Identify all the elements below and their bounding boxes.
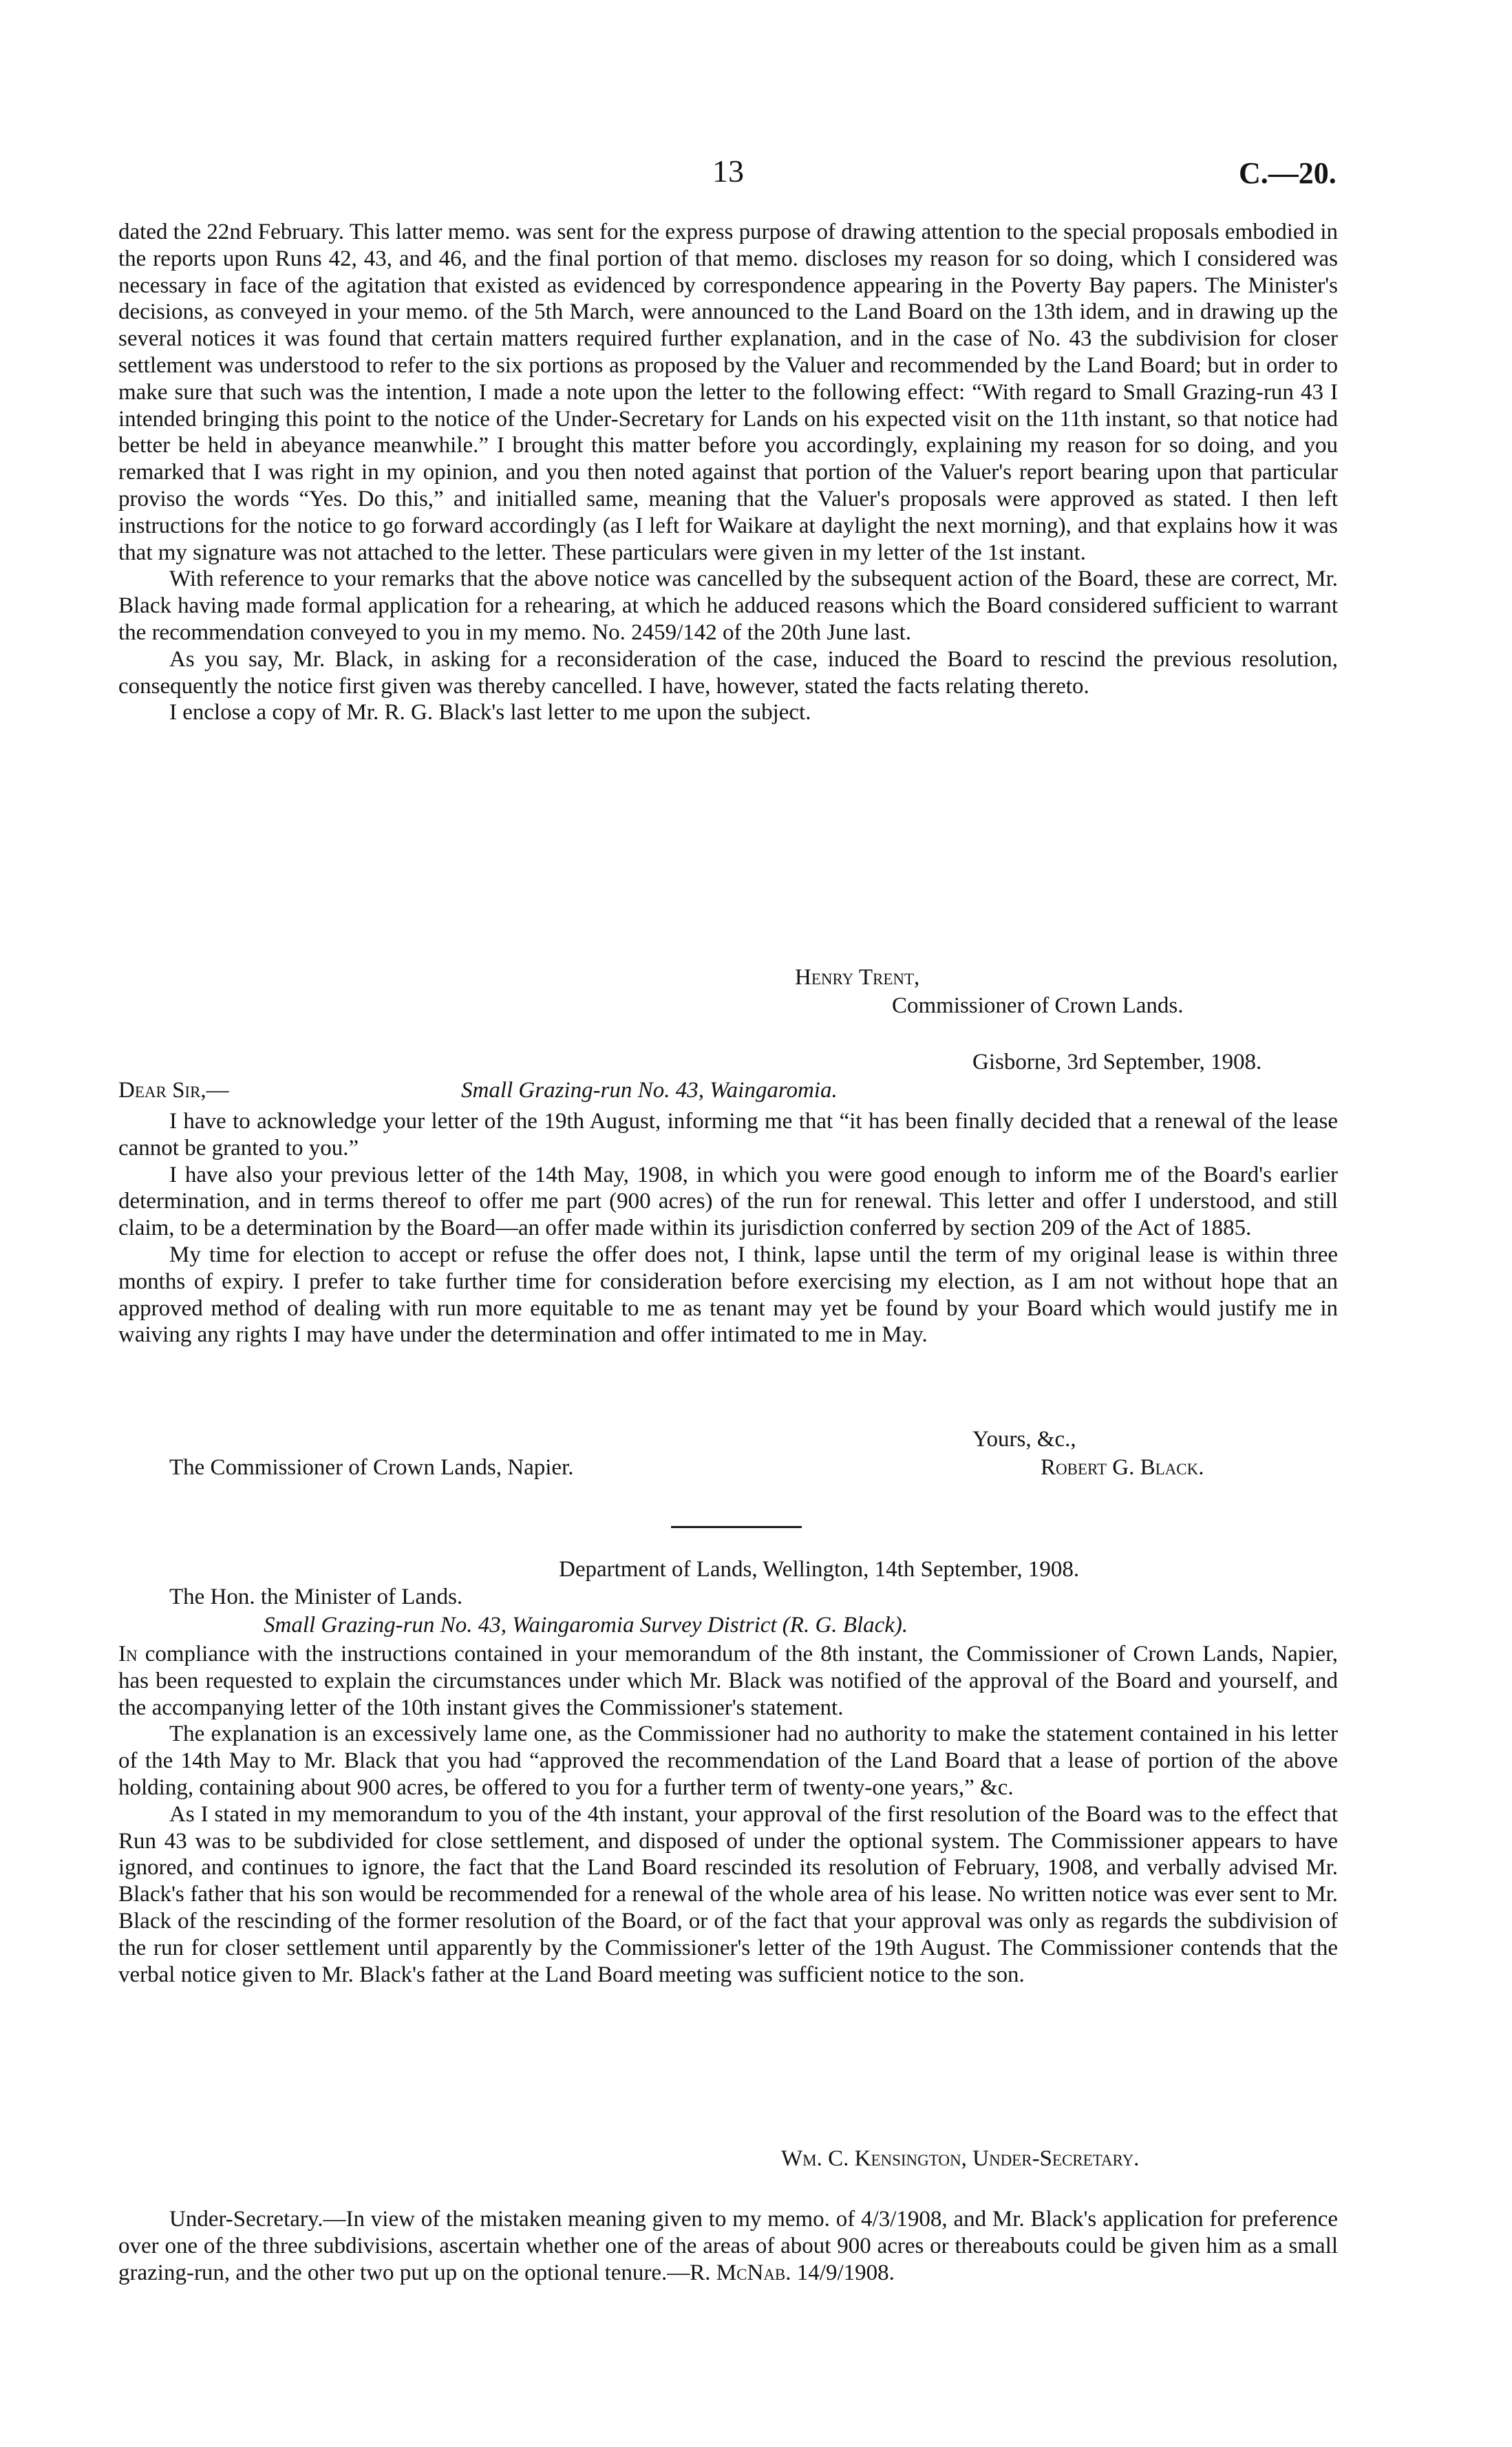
- paragraph: dated the 22nd February. This latter memo. was sent for the express purpose of drawing attention to the special proposals embodied in the reports upon Runs 42, 43, and 46, and the final portion of that memo. discloses my reason for so doing, which I considered was necessary in face of the agitation that existed as evidenced by correspondence appearing in the Poverty Bay papers. The Minister's decisions, as conveyed in your memo. of the 5th March, were announced to the Land Board on the 13th idem, and in drawing up the several notices it was found that certain matters required further explanation, and in the case of No. 43 the subdivision for closer settlement was understood to refer to the six portions as proposed by the Valuer and recommended by the Land Board; but in order to make sure that such was the intention, I made a note upon the letter to the following effect: “With regard to Small Grazing-run 43 I intended bringing this point to the notice of the Under-Secretary for Lands on his expected visit on the 11th instant, so that notice had better be held in abeyance meanwhile.” I brought this matter before you accordingly, explaining my reason for so doing, and you remarked that I was right in my opinion, and you then noted against that portion of the Valuer's report bearing upon that particular proviso the words “Yes. Do this,” and initialled same, meaning that the Valuer's proposals were approved as stated. I then left instructions for the notice to go forward accordingly (as I left for Waikare at daylight the next morning), and that explains how it was that my signature was not attached to the letter. These particulars were given in my letter of the 1st instant.: [118, 220, 1338, 565]
- letter-subject: Small Grazing-run No. 43, Waingaromia.: [461, 1078, 838, 1103]
- paragraph: My time for election to accept or refuse the offer does not, I think, lapse until the term of my original lease is within three months of expiry. I prefer to take further time for consideration before exercising my election, as I am not without hope that an approved method of dealing with run more equitable to me as tenant may yet be found by your Board which would justify me in waiving any rights I may have under the determination and offer intimated to me in May.: [118, 1242, 1338, 1348]
- section-divider: [671, 1526, 802, 1528]
- memo-body: [118, 1641, 1338, 1988]
- page-number: 13: [712, 153, 744, 189]
- paragraph-text: compliance with the instructions contained in your memorandum of the 8th instant, the Commissioner of Crown Lands, Napier, has been requested to explain the circumstances under which Mr. Black was notified of the approval of the Board and yourself, and the accompanying letter of the 10th instant gives the Commissioner's statement.: [118, 1642, 1338, 1720]
- paragraph: With reference to your remarks that the above notice was cancelled by the subsequent action of the Board, these are correct, Mr. Black having made formal application for a rehearing, at which he adduced reasons which the Board considered sufficient to warrant the recommendation conveyed to you in my memo. No. 2459/142 of the 20th June last.: [118, 566, 1338, 645]
- memo-addressee: The Hon. the Minister of Lands.: [169, 1585, 463, 1609]
- signature-name: Henry Trent,: [795, 965, 920, 990]
- signature-name: Robert G. Black.: [1041, 1455, 1204, 1480]
- letter-closing: Yours, &c.,: [972, 1427, 1076, 1452]
- first-word: In: [118, 1642, 138, 1666]
- memo-subject: Small Grazing-run No. 43, Waingaromia Survey District (R. G. Black).: [264, 1613, 908, 1638]
- page-header: [0, 153, 1512, 201]
- paragraph: I have also your previous letter of the 14th May, 1908, in which you were good enough to inform me of the Board's earlier determination, and in terms thereof to offer me part (900 acres) of the run for renewal. This letter and offer I understood, and still claim, to be a determination by the Board—an offer made within its jurisdiction conferred by section 209 of the Act of 1885.: [118, 1162, 1338, 1241]
- paragraph: As you say, Mr. Black, in asking for a reconsideration of the case, induced the Board to rescind the previous resolution, consequently the notice first given was thereby cancelled. I have, however, stated the facts relating thereto.: [118, 646, 1338, 699]
- paragraph: [118, 2206, 1338, 2286]
- salutation: Dear Sir,—: [118, 1078, 229, 1103]
- paper-reference: C.—20.: [1239, 156, 1337, 190]
- paragraph: I enclose a copy of Mr. R. G. Black's last letter to me upon the subject.: [169, 700, 811, 725]
- paragraph: The explanation is an excessively lame one, as the Commissioner had no authority to make the statement contained in his letter of the 14th May to Mr. Black that you had “approved the recommendation of the Land Board that a lease of portion of the above holding, containing about 900 acres, be offered to you for a further term of twenty-one years,” &c.: [118, 1722, 1338, 1800]
- paragraph: [118, 1641, 1338, 1721]
- minute-signature: —R. McNab. 14/9/1908.: [667, 2260, 895, 2285]
- minister-minute: [118, 2206, 1338, 2286]
- memo-place-date: Department of Lands, Wellington, 14th September, 1908.: [559, 1557, 1080, 1582]
- commissioner-letter-body: [118, 219, 1338, 726]
- paragraph: I have to acknowledge your letter of the 19th August, informing me that “it has been finally decided that a renewal of the lease cannot be granted to you.”: [118, 1109, 1338, 1161]
- paragraph: As I stated in my memorandum to you of the 4th instant, your approval of the first resolution of the Board was to the effect that Run 43 was to be subdivided for close settlement, and disposed of under the optional system. The Commissioner appears to have ignored, and continues to ignore, the fact that the Land Board rescinded its resolution of February, 1908, and verbally advised Mr. Black's father that his son would be recommended for a renewal of the whole area of his lease. No written notice was ever sent to Mr. Black of the rescinding of the former resolution of the Board, or of the fact that your approval was only as regards the subdivision of the run for closer settlement until apparently by the Commissioner's letter of the 19th August. The Commissioner contends that the verbal notice given to Mr. Black's father at the Land Board meeting was sufficient notice to the son.: [118, 1801, 1338, 1987]
- letter-place-date: Gisborne, 3rd September, 1908.: [972, 1050, 1262, 1074]
- paragraph-text: Under-Secretary.—In view of the mistaken meaning given to my memo. of 4/3/1908, and Mr. Black's application for preference over one of the three subdivisions, ascertain whether one of the areas of about 900 acres or thereabouts could be given him as a small grazing-run, and the other two put up on the optional tenure.: [118, 2207, 1338, 2285]
- memo-signature: Wm. C. Kensington, Under-Secretary.: [781, 2146, 1140, 2171]
- letter-addressee: The Commissioner of Crown Lands, Napier.: [169, 1455, 574, 1480]
- black-letter-body: [118, 1108, 1338, 1348]
- signature-title: Commissioner of Crown Lands.: [892, 993, 1184, 1018]
